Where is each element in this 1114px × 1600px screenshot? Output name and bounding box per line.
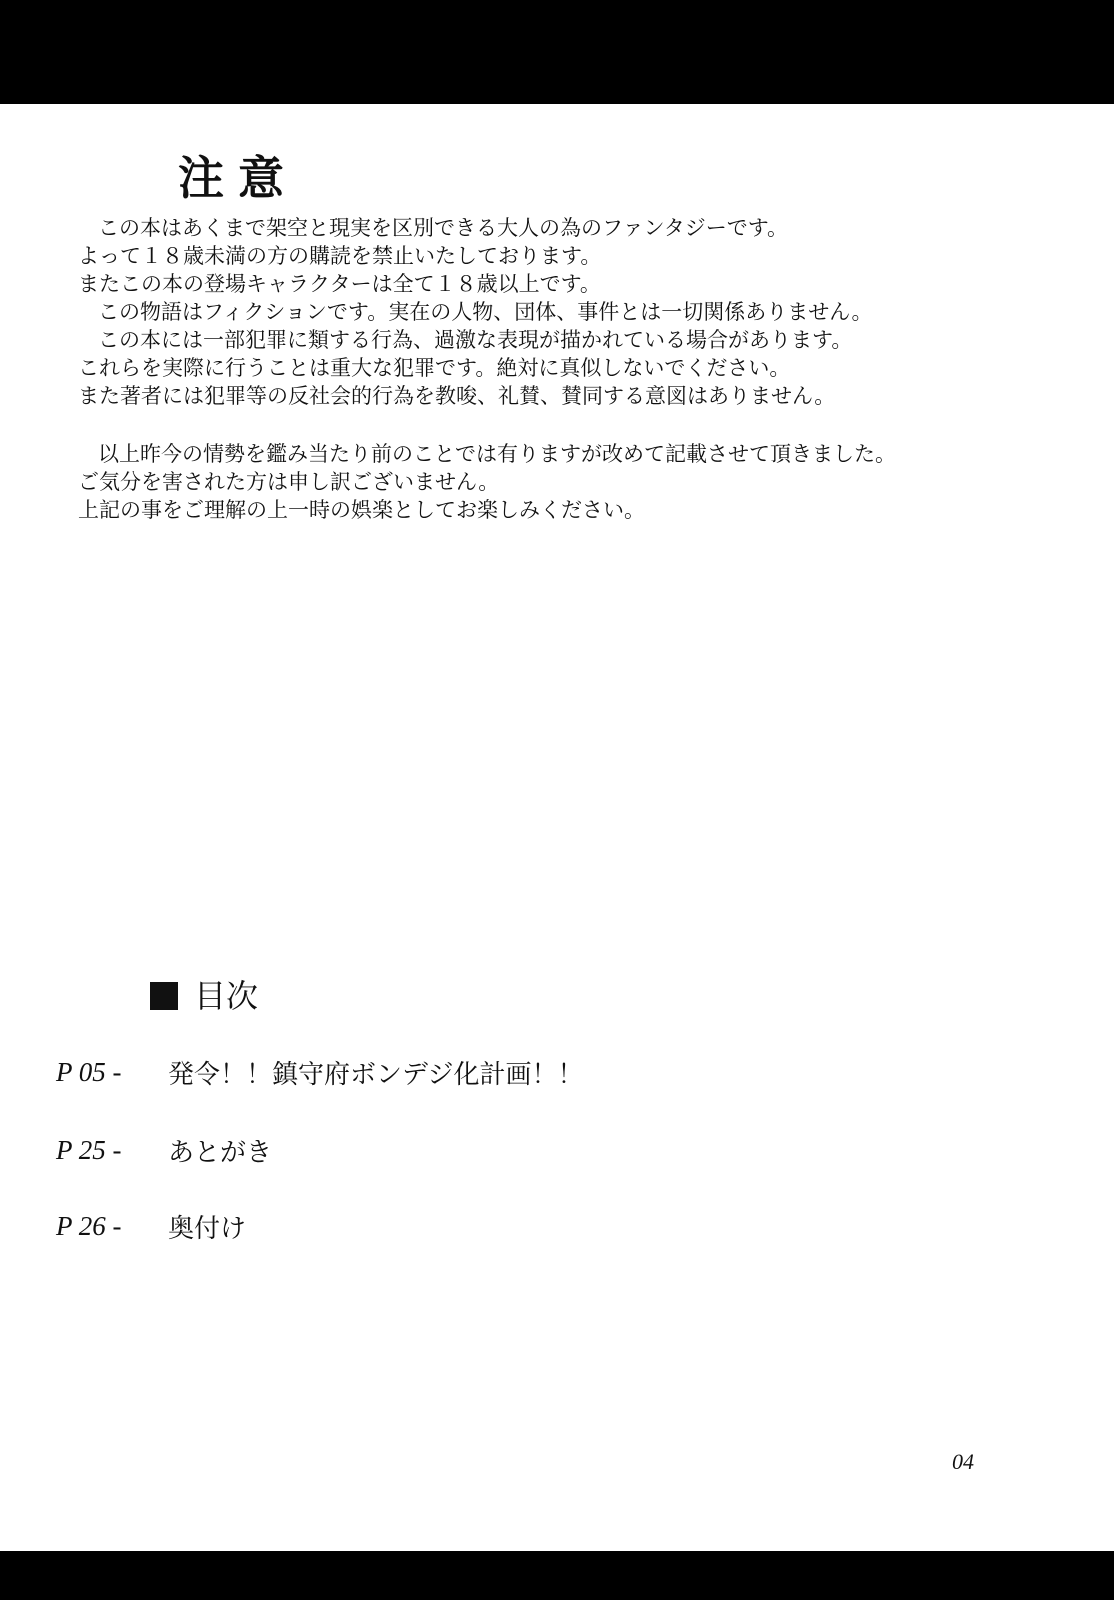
notice-line: 以上昨今の情勢を鑑み当たり前のことでは有りますが改めて記載させて頂きました。 bbox=[98, 442, 896, 466]
notice-line: この本には一部犯罪に類する行為、過激な表現が描かれている場合があります。 bbox=[98, 328, 853, 352]
toc-entry bbox=[56, 1052, 583, 1092]
toc-entry bbox=[56, 1130, 272, 1170]
notice-line: ご気分を害された方は申し訳ございません。 bbox=[78, 470, 500, 494]
notice-line: この物語はフィクションです。実在の人物、団体、事件とは一切関係ありません。 bbox=[98, 300, 873, 324]
toc-entry-title: 奥付け bbox=[168, 1213, 247, 1244]
toc-entry-page: P 25 - bbox=[56, 1134, 122, 1165]
toc-entry bbox=[56, 1206, 246, 1246]
notice-text bbox=[78, 214, 1038, 524]
paragraph-gap bbox=[78, 410, 1038, 440]
square-bullet-icon bbox=[150, 982, 178, 1010]
page-number: 04 bbox=[952, 1449, 974, 1474]
toc-entry-page: P 05 - bbox=[56, 1056, 122, 1087]
top-black-border bbox=[0, 0, 1114, 104]
toc-heading bbox=[150, 974, 258, 1018]
toc-entry-title: あとがき bbox=[168, 1137, 273, 1168]
toc-entry-page: P 26 - bbox=[56, 1210, 122, 1241]
notice-line: この本はあくまで架空と現実を区別できる大人の為のファンタジーです。 bbox=[98, 216, 789, 240]
notice-line: またこの本の登場キャラクターは全て１８歳以上です。 bbox=[78, 272, 601, 296]
notice-line: 上記の事をご理解の上一時の娯楽としてお楽しみください。 bbox=[78, 498, 645, 522]
notice-title: 注意 bbox=[178, 151, 298, 205]
notice-line: また著者には犯罪等の反社会的行為を教唆、礼賛、賛同する意図はありません。 bbox=[78, 384, 836, 408]
notice-line: よって１８歳未満の方の購読を禁止いたしております。 bbox=[78, 244, 602, 268]
notice-line: これらを実際に行うことは重大な犯罪です。絶対に真似しないでください。 bbox=[78, 356, 791, 380]
bottom-black-border bbox=[0, 1551, 1114, 1600]
toc-entry-title: 発令！！鎮守府ボンデジ化計画！！ bbox=[168, 1059, 584, 1090]
toc-heading-label: 目次 bbox=[194, 977, 259, 1015]
